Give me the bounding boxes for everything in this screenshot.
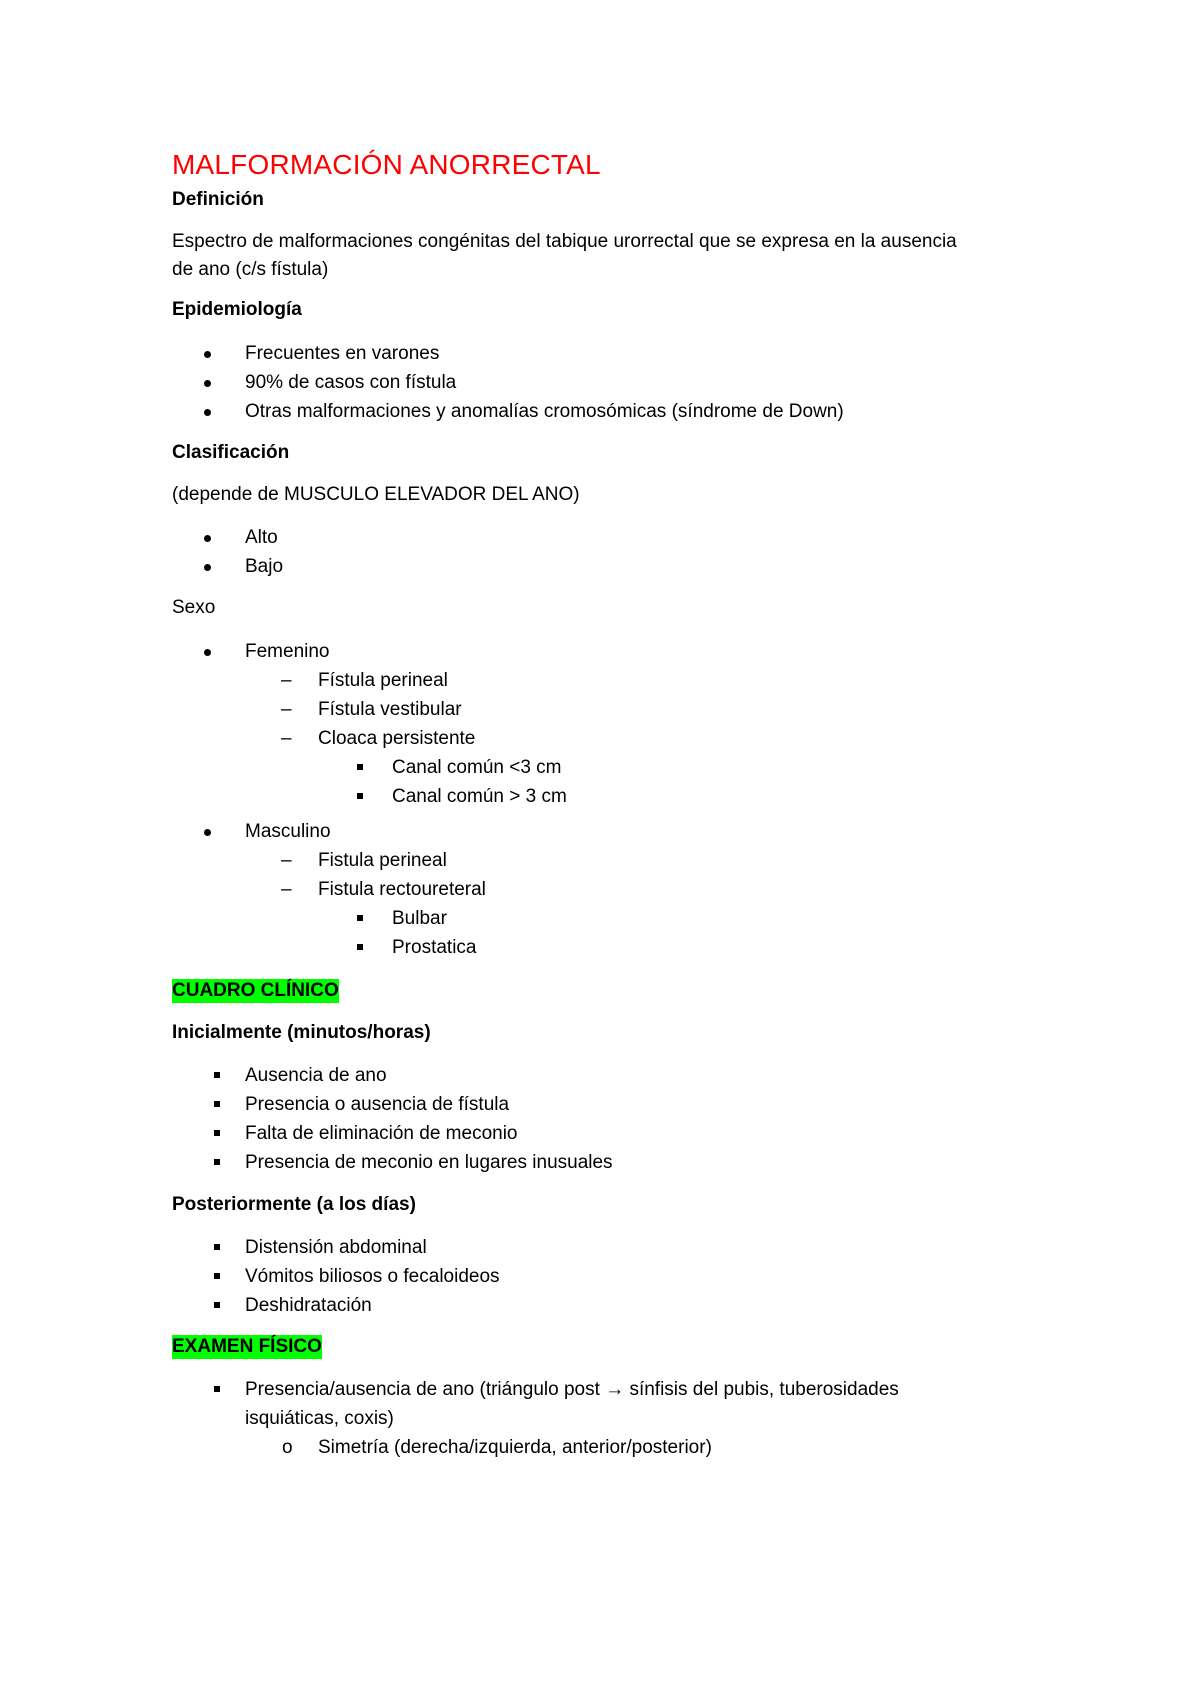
bullet-dot [204, 649, 211, 656]
list-subitem-highlighted: Cloaca persistente [318, 728, 476, 749]
arrow-right-icon: → [605, 1379, 625, 1400]
square-bullet [214, 1130, 220, 1136]
square-bullet [214, 1302, 220, 1308]
heading-cuadro-clinico: CUADRO CLÍNICO [172, 980, 339, 1001]
bullet-dot [204, 351, 211, 358]
square-bullet [214, 1244, 220, 1250]
square-bullet [357, 793, 363, 799]
heading-inicialmente: Inicialmente (minutos/horas) [172, 1022, 431, 1043]
list-subitem: Fistula perineal [318, 850, 447, 871]
clasificacion-note: (depende de MUSCULO ELEVADOR DEL ANO) [172, 484, 580, 505]
square-bullet [357, 915, 363, 921]
square-bullet [214, 1072, 220, 1078]
dash-marker: – [281, 879, 292, 900]
list-subsubitem: Prostatica [392, 937, 477, 958]
document-title: MALFORMACIÓN ANORRECTAL [172, 149, 601, 180]
dash-marker: – [281, 699, 292, 720]
list-item: Distensión abdominal [245, 1237, 427, 1258]
list-subsubitem: Canal común <3 cm [392, 757, 562, 778]
definicion-text-line1: Espectro de malformaciones congénitas del tabique urorrectal que se expresa en la ausencia [172, 231, 957, 252]
examen-item-text-part1: Presencia/ausencia de ano (triángulo post [245, 1379, 606, 1400]
list-item [245, 1378, 899, 1402]
bullet-dot [204, 409, 211, 416]
list-item: Bajo [245, 556, 284, 577]
dash-marker: – [281, 670, 292, 691]
list-item-femenino: Femenino [245, 641, 330, 662]
list-item: Ausencia de ano [245, 1065, 387, 1086]
list-item: Otras malformaciones y anomalías cromosómicas (síndrome de Down) [245, 401, 844, 422]
list-item: 90% de casos con fístula [245, 372, 457, 393]
list-subsubitem: Canal común > 3 cm [392, 786, 567, 807]
bullet-dot [204, 829, 211, 836]
square-bullet [357, 764, 363, 770]
heading-definicion: Definición [172, 189, 264, 210]
square-bullet [214, 1273, 220, 1279]
list-item-masculino: Masculino [245, 821, 331, 842]
square-bullet [214, 1101, 220, 1107]
heading-examen-fisico: EXAMEN FÍSICO [172, 1336, 322, 1357]
dash-marker: – [281, 728, 292, 749]
square-bullet [214, 1159, 220, 1165]
list-subsubitem: Bulbar [392, 908, 447, 929]
list-subitem: Simetría (derecha/izquierda, anterior/posterior) [318, 1437, 712, 1458]
list-subitem: Fístula perineal [318, 670, 448, 691]
list-item: Frecuentes en varones [245, 343, 440, 364]
heading-sexo: Sexo [172, 597, 216, 618]
bullet-dot [204, 564, 211, 571]
list-item: Deshidratación [245, 1295, 372, 1316]
square-bullet [357, 944, 363, 950]
sub-bullet-marker: o [282, 1437, 293, 1458]
list-item-continuation: isquiáticas, coxis) [245, 1408, 394, 1429]
list-item: Alto [245, 527, 278, 548]
list-item: Vómitos biliosos o fecaloideos [245, 1266, 500, 1287]
dash-marker: – [281, 850, 292, 871]
list-item: Presencia de meconio en lugares inusuales [245, 1152, 613, 1173]
list-subitem: Fístula vestibular [318, 699, 462, 720]
heading-posteriormente: Posteriormente (a los días) [172, 1194, 416, 1215]
definicion-text-line2: de ano (c/s fístula) [172, 259, 329, 280]
list-subitem-highlighted: Fistula rectoureteral [318, 879, 486, 900]
heading-clasificacion: Clasificación [172, 442, 290, 463]
list-item: Presencia o ausencia de fístula [245, 1094, 510, 1115]
heading-epidemiologia: Epidemiología [172, 299, 302, 320]
bullet-dot [204, 535, 211, 542]
list-item: Falta de eliminación de meconio [245, 1123, 518, 1144]
bullet-dot [204, 380, 211, 387]
examen-item-text-part2: sínfisis del pubis, tuberosidades [624, 1379, 899, 1400]
square-bullet [214, 1386, 220, 1392]
